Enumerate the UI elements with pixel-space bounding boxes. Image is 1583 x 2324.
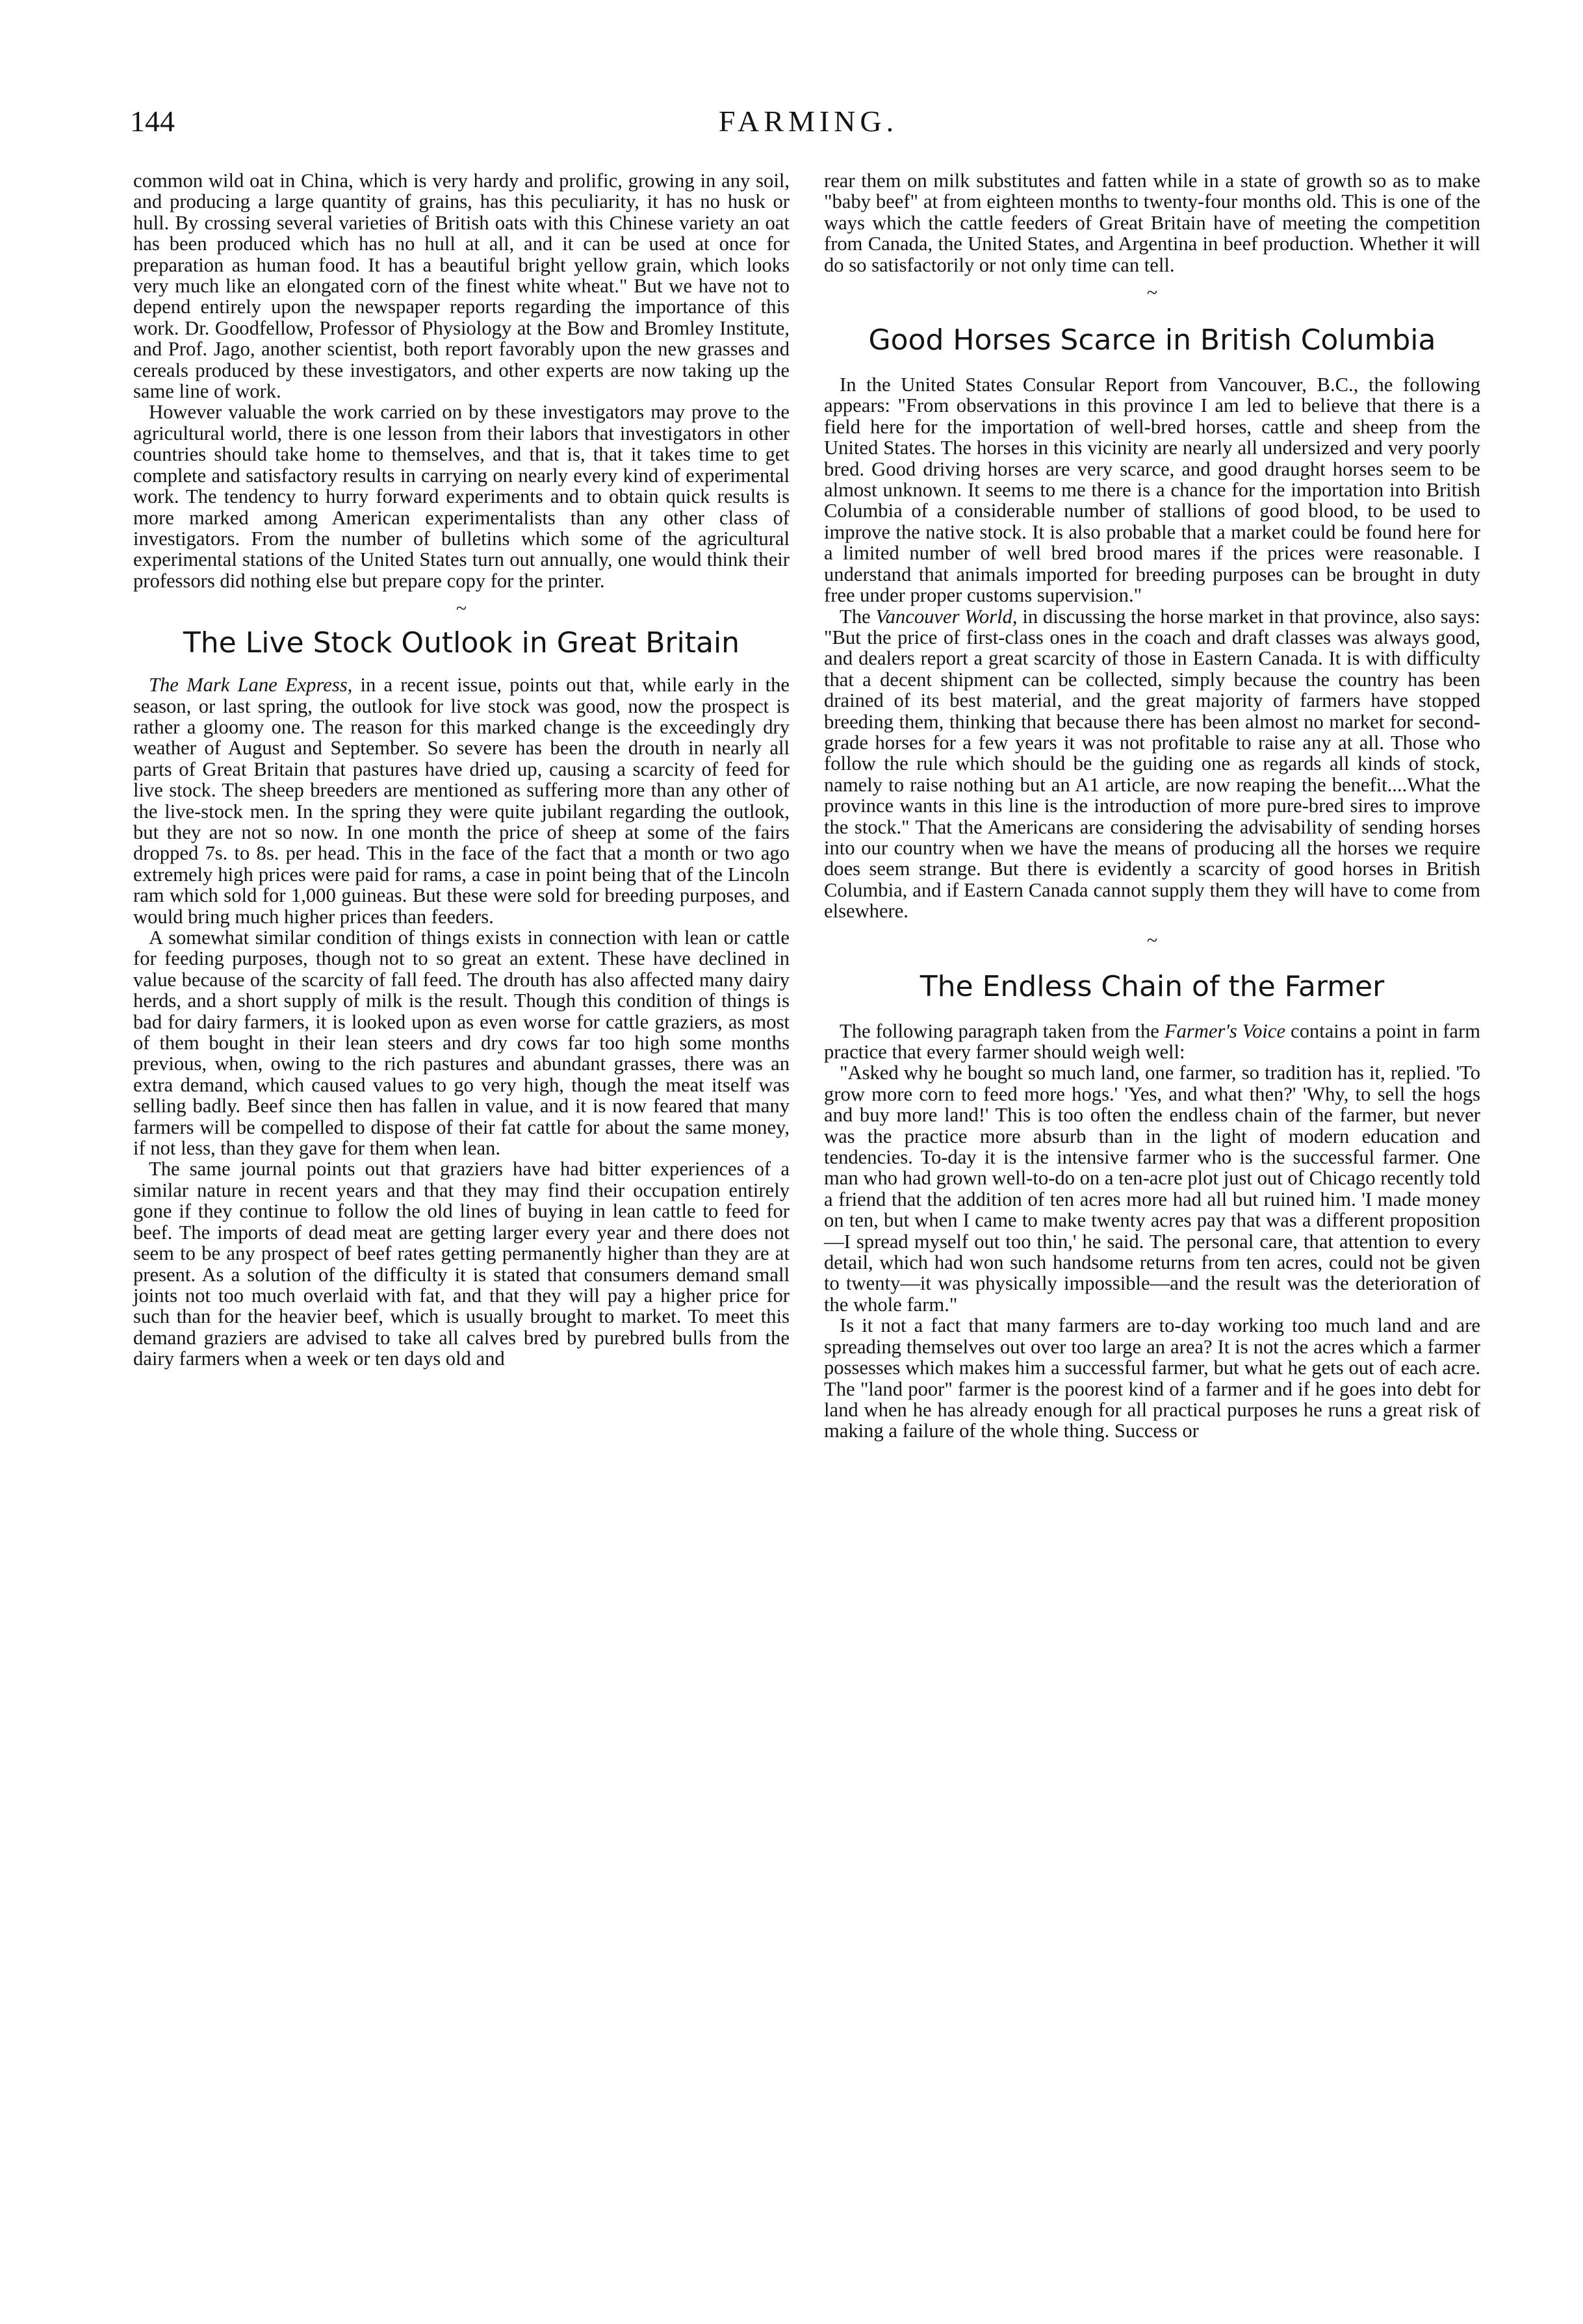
paragraph: [133, 674, 790, 927]
right-column: [824, 170, 1480, 1442]
publication-title: Farmer's Voice: [1164, 1019, 1286, 1042]
paragraph: [824, 1021, 1480, 1063]
running-title: FARMING.: [718, 105, 899, 138]
paragraph: Is it not a fact that many farmers are to-day working too much land and are spreading themselves out over too large an area? It is not the acres which a farmer possesses which makes him a successful farmer, but what he gets out of each acre. The "land poor" farmer is the poorest kind of a farmer and if he goes into debt for land when he has already enough for all practical purposes he runs a great risk of making a failure of the whole thing. Success or: [824, 1314, 1480, 1442]
publication-title: Vancouver World,: [875, 605, 1018, 628]
paragraph-text: contains a point in farm practice that every farmer should weigh well:: [824, 1019, 1480, 1063]
paragraph: [824, 606, 1480, 922]
paragraph: The same journal points out that graziers have had bitter experiences of a similar nature in recent years and that they may find their occupation entirely gone if they continue to follow the old lines of buying in lean cattle to feed for beef. The imports of dead meat are getting larger every year and there does not seem to be any prospect of beef rates getting permanently higher than they are at present. As a solution of the difficulty it is stated that consumers demand small joints not too much overlaid with fat, and that they will pay a higher price for such than for the heavier beef, which is usually brought to market. To meet this demand graziers are advised to take all calves bred by purebred bulls from the dairy farmers when a week or ten days old and: [133, 1158, 790, 1370]
article-heading-endless-chain: The Endless Chain of the Farmer: [920, 969, 1385, 1003]
paragraph-text: in a recent issue, points out that, while early in the season, or last spring, the outlook for live stock was good, now the prospect is rather a gloomy one. The reason for this marked change is the exceedingly dry weather of August and September. So severe has been the drouth in nearly all parts of Great Britain that pastures have dried up, causing a scarcity of feed for live stock. The sheep breeders are mentioned as suffering more than any other of the live-stock men. In the spring they were quite jubilant regarding the outlook, but they are not so now. In one month the price of sheep at some of the fairs dropped 7s. to 8s. per head. This in the face of the fact that a month or two ago extremely high prices were paid for rams, a case in point being that of the Lincoln ram which sold for 1,000 guineas. But these were sold for breeding purposes, and would bring much higher prices than feeders.: [133, 674, 790, 928]
page-number: 144: [130, 105, 175, 138]
paragraph: "Asked why he bought so much land, one farmer, so tradition has it, replied. 'To grow more corn to feed more hogs.' 'Yes, and what then?' 'Why, to sell the hogs and buy more land!' This is too often the endless chain of the farmer, but never was the practice more absurb than in the light of modern education and tendencies. To-day it is the intensive farmer who is the successful farmer. One man who had grown well-to-do on a ten-acre plot just out of Chicago recently told a friend that the addition of ten acres more had all but ruined him. 'I made money on ten, but when I came to make twenty acres pay that was a different proposition—I spread myself out too thin,' he said. The personal care, that attention to every detail, which had won such handsome returns from ten acres, could not be given to twenty—it was physically impossible—and the result was the deterioration of the whole farm.": [824, 1062, 1480, 1316]
paragraph: However valuable the work carried on by these investigators may prove to the agricultural world, there is one lesson from their labors that investigators in other countries should take home to themselves, and that is, that it takes time to get complete and satisfactory results in carrying on nearly every kind of experimental work. The tendency to hurry forward experiments and to obtain quick results is more marked among American experimentalists than any other class of investigators. From the number of bulletins which some of the agricultural experimental stations of the United States turn out annually, one would think their professors did nothing else but prepare copy for the printer.: [133, 401, 790, 592]
paragraph: A somewhat similar condition of things exists in connection with lean or cattle for feeding purposes, though not to so great an extent. These have declined in value because of the scarcity of fall feed. The drouth has also affected many dairy herds, and a short supply of milk is the result. Though this condition of things is bad for dairy farmers, it is looked upon as even worse for cattle graziers, as most of them bought in their lean steers and dry cows far too high some months previous, when, owing to the rich pastures and abundant grasses, there was an extra demand, which caused values to go very high, though the meat itself was selling badly. Beef since then has fallen in value, and it is now feared that many farmers will be compelled to dispose of their fat cattle for about the same money, if not less, than they gave for them when lean.: [133, 926, 790, 1160]
article-heading-live-stock: The Live Stock Outlook in Great Britain: [183, 626, 740, 660]
ornament-divider: ~: [1146, 929, 1158, 951]
paragraph-text: in discussing the horse market in that province, also says: "But the price of first-class ones in the coach and draft classes was always good, and dealers report a great scarcity of those in Eastern Canada. It is with difficulty that a decent shipment can be collected, simply because the country has been drained of its best material, and the great majority of farmers have stopped breeding them, thinking that because there has been almost no market for second-grade horses for a few years it was not profitable to raise any at all. Those who follow the rule which should be the guiding one as regards all kinds of stock, namely to raise nothing but an A1 article, are now reaping the benefit....What the province wants in this line is the introduction of more pure-bred sires to improve the stock." That the Americans are considering the advisability of sending horses into our country when we have the means of producing all the horses we require does seem strange. But there is evidently a scarcity of good horses in British Columbia, and if Eastern Canada cannot supply them they will have to come from elsewhere.: [824, 605, 1480, 923]
left-column: [133, 170, 790, 1370]
paragraph: In the United States Consular Report from Vancouver, B.C., the following appears: "From observations in this province I am led to believe that there is a field here for the importation of well-bred horses, cattle and sheep from the United States. The horses in this vicinity are nearly all undersized and very poorly bred. Good driving horses are very scarce, and good draught horses seem to be almost unknown. It seems to me there is a chance for the importation into British Columbia of a considerable number of stallions of good blood, to be used to improve the native stock. It is also probable that a market could be found here for a limited number of well bred brood mares if the prices were reasonable. I understand that animals imported for breeding purposes can be brought in duty free under proper customs supervision.": [824, 374, 1480, 607]
publication-title: The Mark Lane Express,: [149, 674, 353, 696]
page-header: [130, 104, 1487, 149]
paragraph: rear them on milk substitutes and fatten while in a state of growth so as to make "baby beef" at from eighteen months to twenty-four months old. This is one of the ways which the cattle feeders of Great Britain have of meeting the competition from Canada, the United States, and Argentina in beef production. Whether it will do so satisfactorily or not only time can tell.: [824, 170, 1480, 276]
ornament-divider: ~: [1146, 282, 1158, 304]
paragraph: common wild oat in China, which is very hardy and prolific, growing in any soil, and producing a large quantity of grains, has this peculiarity, it has no husk or hull. By crossing several varieties of British oats with this Chinese variety an oat has been produced which has no hull at all, and it can be used at once for preparation as human food. It has a beautiful bright yellow grain, which looks very much like an elongated corn of the finest white wheat." But we have not to depend entirely upon the newspaper reports regarding the importance of this work. Dr. Goodfellow, Professor of Physiology at the Bow and Bromley Institute, and Prof. Jago, another scientist, both report favorably upon the new grasses and cereals produced by these investigators, and other experts are now taking up the same line of work.: [133, 170, 790, 403]
paragraph-text: The: [840, 605, 876, 628]
article-heading-good-horses: Good Horses Scarce in British Columbia: [868, 324, 1436, 357]
ornament-divider: ~: [456, 598, 467, 620]
paragraph-text: The following paragraph taken from the: [840, 1019, 1165, 1042]
